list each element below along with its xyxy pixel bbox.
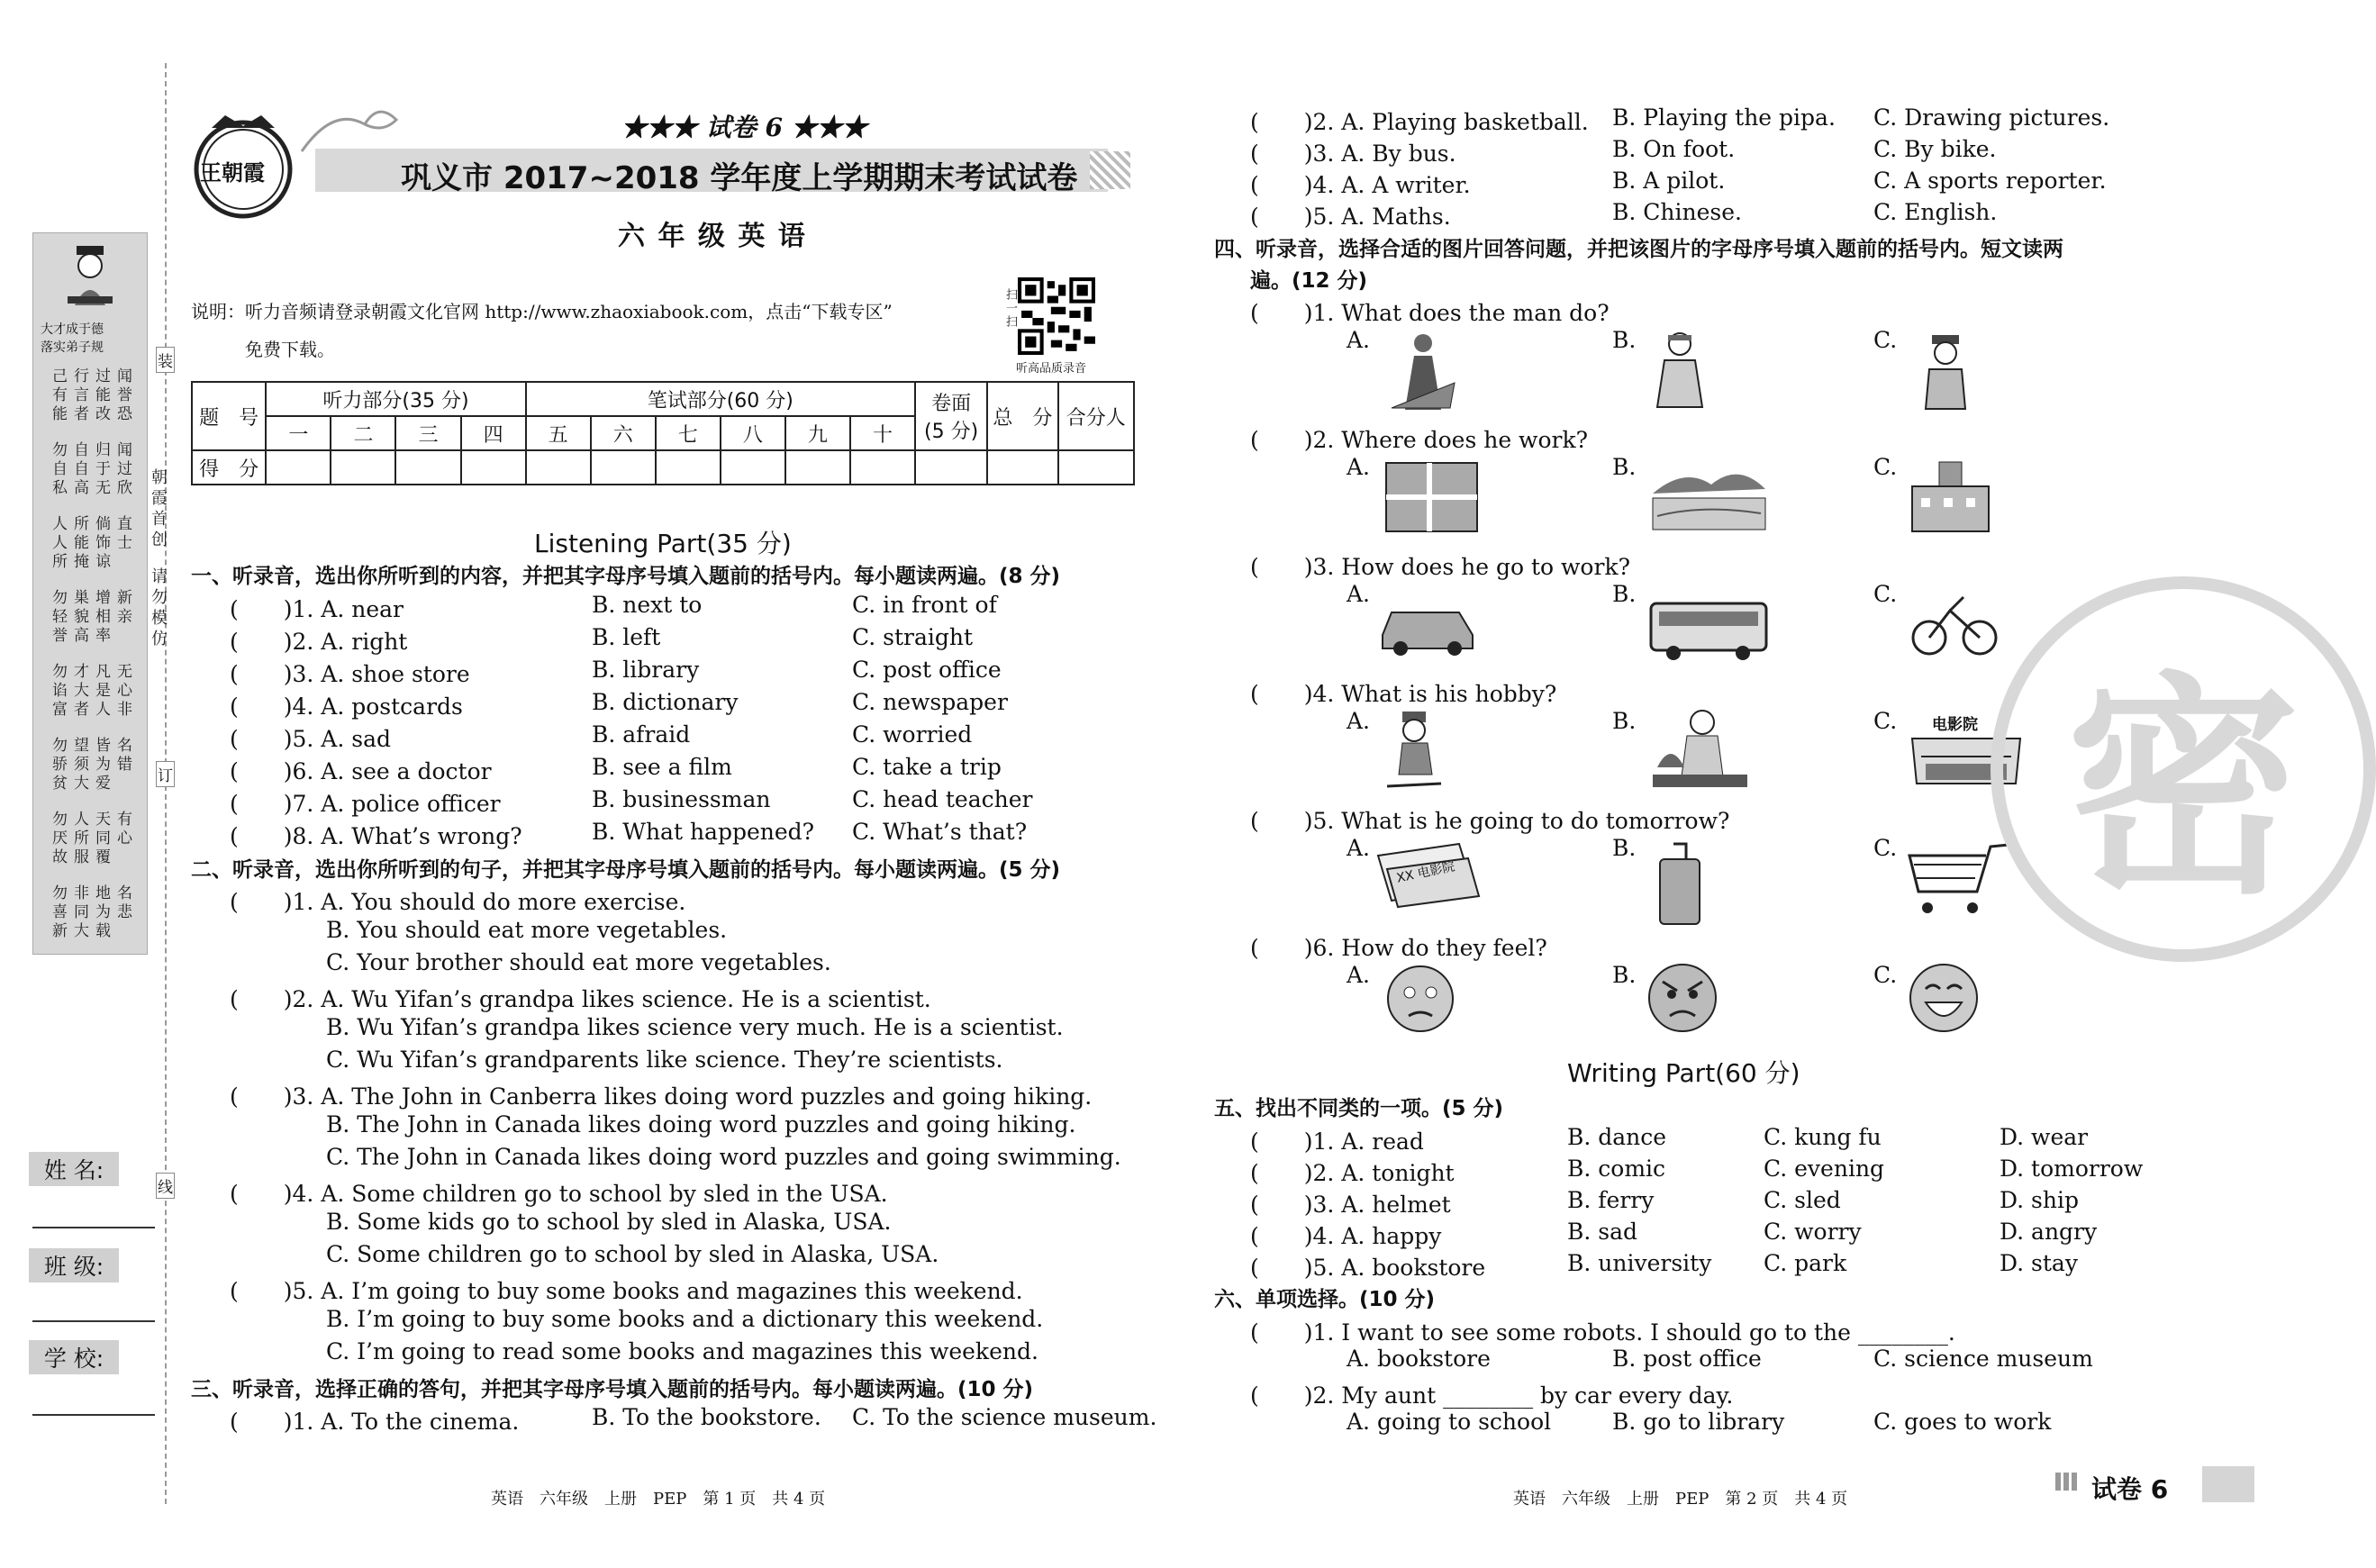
s3-q2-opt2: C. Drawing pictures. [1873, 104, 2110, 131]
motto-column: 才大者 [70, 663, 88, 720]
s2-option: C. Some children go to school by sled in Alaska, USA. [326, 1241, 939, 1267]
name-field-label: 姓 名: [29, 1152, 119, 1186]
s6-q2-c: C. goes to work [1873, 1409, 2052, 1435]
motto-column: 新亲 [113, 589, 131, 627]
motto-column: 归于无 [92, 441, 110, 498]
s3-q4-opt0: ( )4. A. A writer. [1250, 172, 1471, 198]
s3-q1-c: C. To the science museum. [852, 1404, 1157, 1430]
school-field-line[interactable] [32, 1414, 155, 1416]
s3-q3-opt1: B. On foot. [1612, 136, 1736, 162]
s1-q5-opt0: ( )5. A. sad [230, 726, 391, 752]
s4-option-label: B. [1612, 962, 1637, 988]
s4-option-label: A. [1347, 454, 1371, 480]
s1-q2-opt0: ( )2. A. right [230, 629, 408, 655]
s1-q3-opt1: B. library [592, 657, 700, 683]
score-table-section-number: 五 [526, 416, 591, 450]
section-5-heading: 五、找出不同类的一项。(5 分) [1214, 1097, 1504, 1120]
s4-option-label: C. [1873, 835, 1898, 861]
vertical-note-2: 请勿模仿 [149, 567, 168, 650]
motto-column: 巣貌高 [70, 589, 88, 646]
s1-q3-opt2: C. post office [852, 657, 1002, 683]
s3-q5-opt1: B. Chinese. [1612, 199, 1742, 225]
s4-option-label: B. [1612, 835, 1637, 861]
s5-q5-opt2: C. park [1764, 1250, 1847, 1276]
score-cell[interactable] [656, 450, 721, 485]
note-line-1: 说明：听力音频请登录朝霞文化官网 http://www.zhaoxiabook.com，点击“下载专区” [191, 301, 893, 322]
s2-question: ( )5. A. I’m going to buy some books and magazines this weekend. [230, 1278, 1023, 1304]
motto-column: 直士 [113, 515, 131, 553]
fisherman-picture [1387, 329, 1459, 414]
s1-q7-opt2: C. head teacher [852, 786, 1033, 812]
boy-cooking-picture [1653, 704, 1747, 790]
score-cell[interactable] [915, 450, 987, 485]
s1-q5-opt2: C. worried [852, 721, 973, 748]
bicycle-picture [1909, 584, 2000, 660]
beach-picture [1648, 458, 1770, 534]
score-table-scorer: 合分人 [1058, 382, 1134, 450]
s1-q4-opt0: ( )4. A. postcards [230, 693, 463, 720]
s2-option: C. Wu Yifan’s grandparents like science. They’re scientists. [326, 1047, 1003, 1073]
s2-question: ( )2. A. Wu Yifan’s grandpa likes science. He is a scientist. [230, 986, 931, 1012]
score-table-juanmian: 卷面 (5 分) [915, 382, 987, 450]
s3-q1-a: ( )1. A. To the cinema. [230, 1409, 520, 1435]
shopping-cart-picture [1905, 838, 2013, 919]
s3-q4-opt2: C. A sports reporter. [1873, 168, 2107, 194]
s2-option: C. Your brother should eat more vegetables. [326, 949, 831, 975]
motto-column: 望须大 [70, 737, 88, 793]
s3-q3-opt0: ( )3. A. By bus. [1250, 140, 1456, 167]
note-line-2: 免费下载。 [245, 339, 335, 360]
score-table-section-number: 七 [656, 416, 721, 450]
s1-q1-opt2: C. in front of [852, 592, 997, 618]
score-table-section-number: 八 [721, 416, 785, 450]
motto-column: 凡是人 [92, 663, 110, 720]
score-cell[interactable] [785, 450, 850, 485]
motto-column: 勿自私 [49, 441, 67, 498]
motto-column: 名悲 [113, 884, 131, 922]
qr-code-icon [1018, 277, 1095, 355]
score-cell[interactable] [987, 450, 1057, 485]
s3-q5-opt0: ( )5. A. Maths. [1250, 204, 1451, 230]
s3-q2-opt1: B. Playing the pipa. [1612, 104, 1836, 131]
s1-q6-opt2: C. take a trip [852, 754, 1002, 780]
s4-option-label: A. [1347, 327, 1371, 353]
score-table-section-number: 二 [331, 416, 395, 450]
s6-q2: ( )2. My aunt ________ by car every day. [1250, 1382, 1734, 1409]
s1-q8-opt0: ( )8. A. What’s wrong? [230, 823, 522, 849]
suitcase-picture [1657, 839, 1702, 929]
s1-q7-opt1: B. businessman [592, 786, 771, 812]
s1-q7-opt0: ( )7. A. police officer [230, 791, 501, 817]
score-cell[interactable] [721, 450, 785, 485]
s4-question: ( )6. How do they feel? [1250, 935, 1547, 961]
s1-q2-opt2: C. straight [852, 624, 974, 650]
motto-column: 名错 [113, 737, 131, 775]
section-4-heading-1: 四、听录音，选择合适的图片回答问题，并把该图片的字母序号填入题前的括号内。短文读两 [1214, 238, 2063, 261]
s4-question: ( )2. Where does he work? [1250, 427, 1589, 453]
confidential-stamp: 密 [1991, 576, 2376, 962]
s6-q1-c: C. science museum [1873, 1346, 2093, 1372]
listening-title: Listening Part(35 分) [534, 529, 792, 558]
score-table-section-number: 三 [395, 416, 460, 450]
s4-option-label: B. [1612, 708, 1637, 734]
s3-q2-opt0: ( )2. A. Playing basketball. [1250, 109, 1589, 135]
motto-column: 无心非 [113, 663, 131, 720]
score-cell[interactable] [331, 450, 395, 485]
s5-q4-opt1: B. sad [1567, 1219, 1638, 1245]
motto-column: 闻誉恐 [113, 367, 131, 424]
angry-face-icon [1646, 962, 1719, 1034]
section-4-heading-2: 遍。(12 分) [1250, 269, 1368, 293]
s5-q3-opt2: C. sled [1764, 1187, 1841, 1213]
score-cell[interactable] [1058, 450, 1134, 485]
title-band-pattern [1090, 151, 1130, 189]
motto-column: 倘饰谅 [92, 515, 110, 572]
s1-q3-opt0: ( )3. A. shoe store [230, 661, 470, 687]
s1-q2-opt1: B. left [592, 624, 661, 650]
motto-column: 闻过欣 [113, 441, 131, 498]
s3-q5-opt2: C. English. [1873, 199, 1998, 225]
binding-label-xian: 线 [156, 1173, 175, 1199]
binding-label-zhuang: 装 [156, 347, 175, 373]
motto-top: 大才成于德 [41, 322, 104, 337]
motto-column: 非同大 [70, 884, 88, 941]
s1-q1-opt1: B. next to [592, 592, 703, 618]
motto-top-2: 落实弟子规 [41, 340, 104, 355]
motto-column: 所能掩 [70, 515, 88, 572]
s4-option-label: C. [1873, 454, 1898, 480]
s4-option-label: C. [1873, 581, 1898, 607]
s1-q6-opt1: B. see a film [592, 754, 732, 780]
class-field-label: 班 级: [29, 1248, 119, 1282]
corner-paper-label: 试卷 6 [2091, 1474, 2169, 1504]
s4-option-label: B. [1612, 581, 1637, 607]
scholar-illustration [59, 242, 122, 314]
s4-option-label: C. [1873, 708, 1898, 734]
score-cell[interactable] [850, 450, 915, 485]
s4-option-label: C. [1873, 962, 1898, 988]
s5-q4-opt3: D. angry [2000, 1219, 2098, 1245]
s6-q1-a: A. bookstore [1347, 1346, 1491, 1372]
worried-face-icon [1385, 964, 1456, 1034]
score-row-label: 得 分 [192, 450, 266, 485]
s2-option: C. I’m going to read some books and magazines this weekend. [326, 1338, 1038, 1364]
s6-q2-a: A. going to school [1347, 1409, 1552, 1435]
s1-q6-opt0: ( )6. A. see a doctor [230, 758, 492, 784]
s2-option: B. You should eat more vegetables. [326, 917, 728, 943]
motto-column: 勿轻誉 [49, 589, 67, 646]
ticket-text: XX 电影院 [1395, 859, 1456, 886]
s4-question: ( )1. What does the man do? [1250, 300, 1610, 326]
motto-column: 勿喜新 [49, 884, 67, 941]
map-picture [1384, 461, 1479, 533]
score-table-section-number: 六 [591, 416, 656, 450]
motto-column: 地为载 [92, 884, 110, 941]
score-table [191, 381, 1135, 485]
school-field-label: 学 校: [29, 1340, 119, 1374]
s5-q3-opt3: D. ship [2000, 1187, 2079, 1213]
s5-q5-opt1: B. university [1567, 1250, 1712, 1276]
score-table-total: 总 分 [987, 382, 1057, 450]
s5-q3-opt0: ( )3. A. helmet [1250, 1192, 1451, 1218]
s3-q4-opt1: B. A pilot. [1612, 168, 1726, 194]
s4-option-label: B. [1612, 327, 1637, 353]
score-cell[interactable] [266, 450, 331, 485]
score-table-header-no: 题 号 [192, 382, 266, 450]
motto-column: 行言者 [70, 367, 88, 424]
motto-column: 勿谄富 [49, 663, 67, 720]
paper-label: ★★★ 试卷 6 ★★★ [621, 113, 867, 142]
s1-q8-opt1: B. What happened? [592, 819, 815, 845]
motto-column: 勿厌故 [49, 811, 67, 867]
s5-q4-opt2: C. worry [1764, 1219, 1862, 1245]
s4-question: ( )3. How does he go to work? [1250, 554, 1630, 580]
s5-q2-opt1: B. comic [1567, 1156, 1666, 1182]
s1-q1-opt0: ( )1. A. near [230, 596, 404, 622]
s5-q1-opt2: C. kung fu [1764, 1124, 1882, 1150]
s5-q1-opt0: ( )1. A. read [1250, 1128, 1424, 1155]
s4-option-label: A. [1347, 835, 1371, 861]
score-cell[interactable] [526, 450, 591, 485]
s2-question: ( )3. A. The John in Canberra likes doing word puzzles and going hiking. [230, 1083, 1093, 1110]
motto-column: 天同覆 [92, 811, 110, 867]
s5-q1-opt1: B. dance [1567, 1124, 1667, 1150]
s2-question: ( )1. A. You should do more exercise. [230, 889, 686, 915]
s5-q1-opt3: D. wear [2000, 1124, 2089, 1150]
cinema-sign-text: 电影院 [1932, 716, 1978, 734]
bus-picture [1648, 599, 1770, 662]
score-table-section-number: 九 [785, 416, 850, 450]
corner-pattern [2055, 1473, 2077, 1491]
s4-option-label: A. [1347, 708, 1371, 734]
s2-option: B. Some kids go to school by sled in Alaska, USA. [326, 1209, 892, 1235]
section-1-heading: 一、听录音，选出你所听到的内容，并把其字母序号填入题前的括号内。每小题读两遍。(8 分) [191, 565, 1061, 588]
score-table-section-number: 十 [850, 416, 915, 450]
s4-option-label: C. [1873, 327, 1898, 353]
section-2-heading: 二、听录音，选出你所听到的句子，并把其字母序号填入题前的括号内。每小题读两遍。(5 分) [191, 858, 1061, 882]
s5-q2-opt3: D. tomorrow [2000, 1156, 2144, 1182]
s5-q4-opt0: ( )4. A. happy [1250, 1223, 1442, 1249]
boy-skiing-picture [1383, 707, 1446, 793]
s5-q2-opt0: ( )2. A. tonight [1250, 1160, 1455, 1186]
motto-column: 勿骄贫 [49, 737, 67, 793]
motto-column: 自自高 [70, 441, 88, 498]
score-cell[interactable] [395, 450, 460, 485]
name-field-line[interactable] [32, 1227, 155, 1228]
vertical-note-1: 朝霞首创 [149, 468, 168, 551]
s6-q1-b: B. post office [1612, 1346, 1762, 1372]
s2-option: C. The John in Canada likes doing word puzzles and going swimming. [326, 1144, 1121, 1170]
s5-q5-opt0: ( )5. A. bookstore [1250, 1255, 1486, 1281]
logo-text: 王朝霞 [200, 159, 265, 186]
s1-q4-opt1: B. dictionary [592, 689, 739, 715]
exam-title: 巩义市 2017~2018 学年度上学期期末考试试卷 [401, 160, 1078, 196]
qr-sub: 听高品质录音 [1016, 362, 1087, 376]
motto-column: 过能改 [92, 367, 110, 424]
mechanic-picture [1648, 326, 1711, 412]
s4-option-label: A. [1347, 581, 1371, 607]
motto-column: 增相率 [92, 589, 110, 646]
car-picture [1378, 594, 1477, 657]
s6-q1: ( )1. I want to see some robots. I should go to the ________. [1250, 1319, 1955, 1346]
subject-title: 六 年 级 英 语 [618, 221, 807, 252]
motto-column: 人人所 [49, 515, 67, 572]
section-3-heading: 三、听录音，选择正确的答句，并把其字母序号填入题前的括号内。每小题读两遍。(10 分) [191, 1378, 1034, 1401]
motto-column: 人所服 [70, 811, 88, 867]
motto-column: 皆为爱 [92, 737, 110, 793]
s2-question: ( )4. A. Some children go to school by sled in the USA. [230, 1181, 888, 1207]
s5-q3-opt1: B. ferry [1567, 1187, 1655, 1213]
qr-caption: 扫一扫 [1003, 288, 1017, 329]
motto-column: 有心 [113, 811, 131, 848]
score-cell[interactable] [461, 450, 526, 485]
s1-q5-opt1: B. afraid [592, 721, 691, 748]
s5-q5-opt3: D. stay [2000, 1250, 2078, 1276]
s2-option: B. Wu Yifan’s grandpa likes science very much. He is a scientist. [326, 1014, 1064, 1040]
s4-question: ( )4. What is his hobby? [1250, 681, 1557, 707]
police-officer-picture [1918, 326, 1972, 412]
s6-q2-b: B. go to library [1612, 1409, 1785, 1435]
binding-label-ding: 订 [156, 761, 175, 787]
s3-q3-opt2: C. By bike. [1873, 136, 1997, 162]
happy-face-icon [1908, 962, 1980, 1034]
corner-gray-block [2202, 1466, 2254, 1502]
score-table-section-number: 一 [266, 416, 331, 450]
s3-q1-b: B. To the bookstore. [592, 1404, 821, 1430]
score-table-section-number: 四 [461, 416, 526, 450]
s4-option-label: A. [1347, 962, 1371, 988]
score-table-writing: 笔试部分(60 分) [526, 382, 915, 416]
s2-option: B. The John in Canada likes doing word puzzles and going hiking. [326, 1111, 1076, 1137]
right-footer: 英语 六年级 上册 PEP 第 2 页 共 4 页 [1513, 1490, 1848, 1509]
class-field-line[interactable] [32, 1320, 155, 1322]
s1-q8-opt2: C. What’s that? [852, 819, 1028, 845]
school-building-picture [1908, 458, 1993, 534]
section-6-heading: 六、单项选择。(10 分) [1214, 1288, 1436, 1311]
s2-option: B. I’m going to buy some books and a dictionary this weekend. [326, 1306, 1044, 1332]
score-table-listening: 听力部分(35 分) [266, 382, 525, 416]
writing-title: Writing Part(60 分) [1567, 1058, 1800, 1088]
s4-option-label: B. [1612, 454, 1637, 480]
motto-column: 己有能 [49, 367, 67, 424]
s1-q4-opt2: C. newspaper [852, 689, 1008, 715]
left-footer: 英语 六年级 上册 PEP 第 1 页 共 4 页 [491, 1490, 826, 1509]
s5-q2-opt2: C. evening [1764, 1156, 1885, 1182]
s4-question: ( )5. What is he going to do tomorrow? [1250, 808, 1730, 834]
score-cell[interactable] [591, 450, 656, 485]
